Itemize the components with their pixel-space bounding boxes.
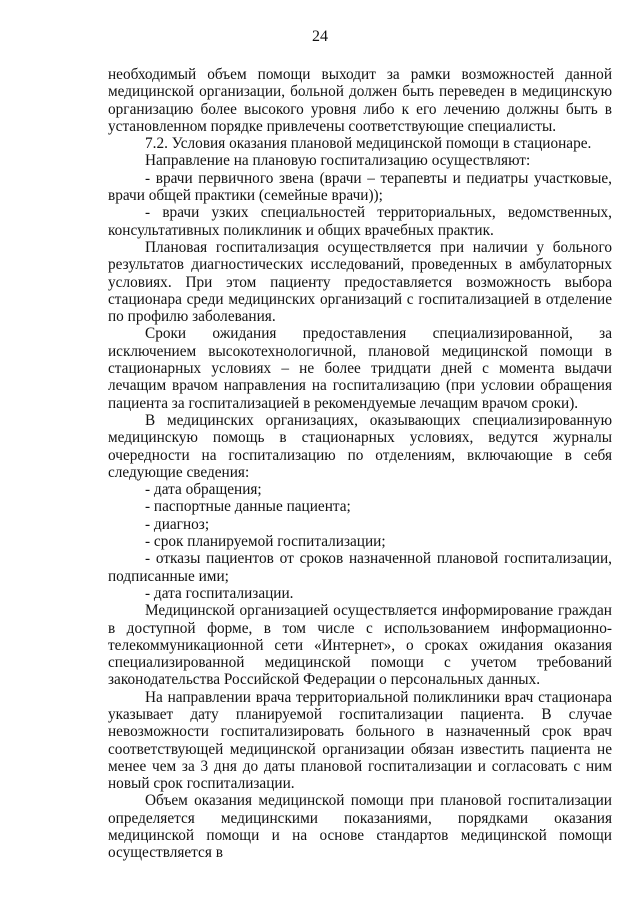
paragraph-planned-hospitalization: Плановая госпитализация осуществляется при наличии у больного результатов диагностических исследований, проведенных в амбулаторных условиях. При этом пациенту предоставляется возможность выбора стационара среди медицинских организаций с госпитализацией в отделение по профилю заболевания. — [108, 238, 612, 326]
paragraph-referral-intro: Направление на плановую госпитализацию осуществляют: — [145, 152, 531, 170]
list-item-refusals: - отказы пациентов от сроков назначенной плановой госпитализации, подписанные ими; — [108, 550, 612, 585]
list-item-passport-data: - паспортные данные пациента; — [145, 498, 351, 516]
page-number: 24 — [312, 28, 328, 45]
list-item-hospitalization-date: - дата госпитализации. — [145, 584, 294, 602]
list-item-request-date: - дата обращения; — [145, 481, 262, 499]
paragraph-continuation: необходимый объем помощи выходит за рамки возможностей данной медицинской организации, больной должен быть переведен в медицинскую организацию более высокого уровня либо к его лечению должны быть в установленном порядке привлечены соответствующие специалисты. — [108, 66, 612, 135]
list-item-primary-doctors: - врачи первичного звена (врачи – терапевты и педиатры участковые, врачи общей практики (семейные врачи)); — [108, 169, 612, 205]
section-heading-7-2: 7.2. Условия оказания плановой медицинской помощи в стационаре. — [145, 135, 592, 153]
paragraph-informing-citizens: Медицинской организацией осуществляется информирование граждан в доступной форме, в том числе с использованием информационно-телекоммуникационной сети «Интернет», о сроках ожидания оказания специализированной медицинской помощи с учетом требований законодательства Российской Федерации о персональных данных. — [108, 602, 612, 689]
paragraph-referral-date: На направлении врача территориальной поликлиники врач стационара указывает дату планируемой госпитализации пациента. В случае невозможности госпитализировать больного в назначенный срок врач соответствующей медицинской организации обязан известить пациента не менее чем за 3 дня до даты плановой госпитализации и согласовать с ним новый срок госпитализации. — [108, 688, 612, 793]
list-item-diagnosis: - диагноз; — [145, 515, 210, 533]
document-body — [108, 66, 612, 862]
list-item-specialists: - врачи узких специальностей территориальных, ведомственных, консультативных поликлиник и общих врачебных практик. — [108, 204, 612, 239]
list-item-planned-date: - срок планируемой госпитализации; — [145, 533, 386, 551]
paragraph-care-volume: Объем оказания медицинской помощи при плановой госпитализации определяется медицинскими показаниями, порядками оказания медицинской помощи и на основе стандартов медицинской помощи осуществляется в — [108, 792, 612, 862]
paragraph-waiting-times: Сроки ожидания предоставления специализированной, за исключением высокотехнологичной, плановой медицинской помощи в стационарных условиях – не более тридцати дней с момента выдачи лечащим врачом направления на госпитализацию (при условии обращения пациента за госпитализацией в рекомендуемые лечащим врачом сроки). — [108, 325, 612, 412]
paragraph-queue-journals: В медицинских организациях, оказывающих специализированную медицинскую помощь в стационарных условиях, ведутся журналы очередности на госпитализацию по отделениям, включающие в себя следующие сведения: — [108, 411, 612, 481]
